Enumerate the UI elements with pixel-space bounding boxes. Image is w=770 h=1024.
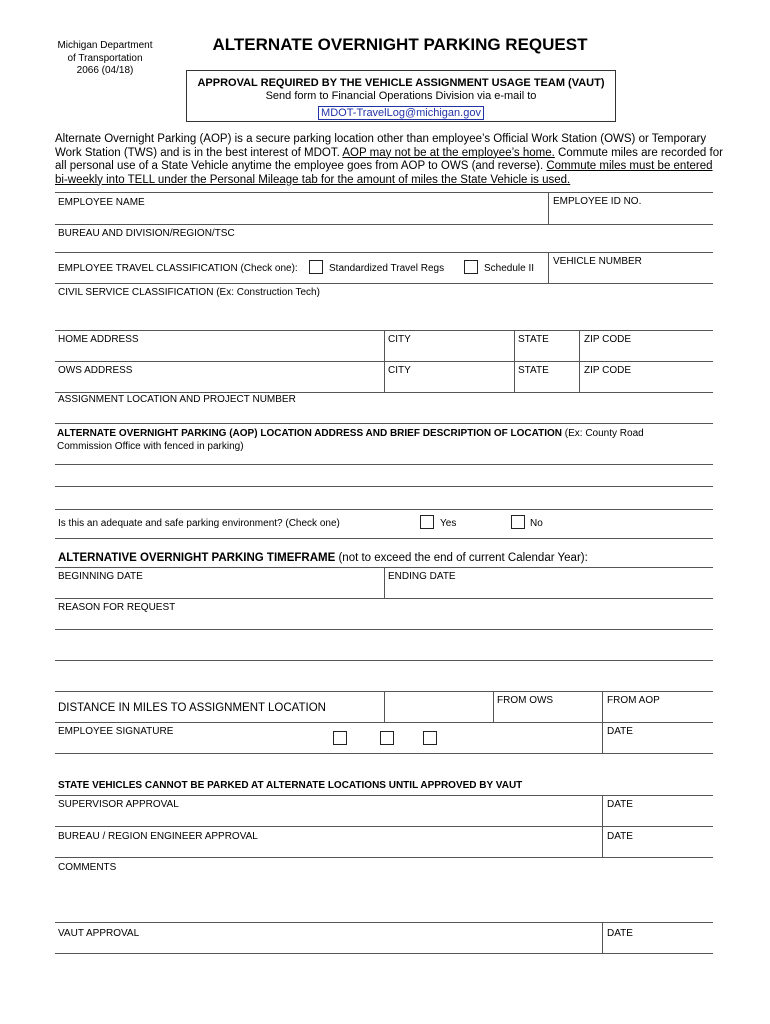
aop-location-example: (Ex: County Road <box>562 428 644 439</box>
signature-checkbox-1[interactable] <box>333 731 347 745</box>
intro-line1: Alternate Overnight Parking (AOP) is a secure parking location other than employee’s Official Work Station (OWS) or Temporary <box>55 133 707 145</box>
employee-name-label: EMPLOYEE NAME <box>58 197 145 208</box>
bureau-label: BUREAU AND DIVISION/REGION/TSC <box>58 228 235 239</box>
beginning-date-label: BEGINNING DATE <box>58 571 143 582</box>
supervisor-approval-label: SUPERVISOR APPROVAL <box>58 799 179 810</box>
approval-box <box>186 70 616 122</box>
schedule-ii-checkbox[interactable] <box>464 260 478 274</box>
dept-line2: of Transportation <box>67 52 143 64</box>
civil-service-label: CIVIL SERVICE CLASSIFICATION (Ex: Construction Tech) <box>58 287 320 298</box>
intro-line3-underlined: Commute miles must be entered <box>546 160 713 172</box>
timeframe-heading-note: (not to exceed the end of current Calendar Year): <box>335 552 588 564</box>
home-state-label: STATE <box>518 334 549 345</box>
no-checkbox[interactable] <box>511 515 525 529</box>
standardized-travel-regs-checkbox[interactable] <box>309 260 323 274</box>
aop-location-line2: Commission Office with fenced in parking) <box>57 441 244 452</box>
supervisor-date-label: DATE <box>607 799 633 810</box>
travel-classification-label: EMPLOYEE TRAVEL CLASSIFICATION (Check one): <box>58 263 298 274</box>
schedule-ii-label: Schedule II <box>484 263 535 274</box>
beginning-date-field[interactable] <box>56 568 382 597</box>
intro-paragraph <box>55 133 735 187</box>
yes-checkbox[interactable] <box>420 515 434 529</box>
from-ows-label: FROM OWS <box>497 695 554 706</box>
bureau-engineer-date-label: DATE <box>607 831 633 842</box>
standardized-travel-regs-label: Standardized Travel Regs <box>329 263 445 274</box>
signature-checkbox-3[interactable] <box>423 731 437 745</box>
email-link[interactable]: MDOT-TravelLog@michigan.gov <box>318 106 484 120</box>
home-zip-label: ZIP CODE <box>584 334 632 345</box>
distance-label: DISTANCE IN MILES TO ASSIGNMENT LOCATION <box>58 702 326 714</box>
vaut-approval-field[interactable] <box>56 923 600 952</box>
intro-line2-underlined: AOP may not be at the employee’s home. <box>342 146 555 159</box>
vehicle-number-label: VEHICLE NUMBER <box>553 256 642 267</box>
supervisor-approval-field[interactable] <box>56 796 600 825</box>
ows-address-label: OWS ADDRESS <box>58 365 133 376</box>
aop-location-field[interactable] <box>56 465 712 508</box>
home-city-label: CITY <box>388 334 411 345</box>
civil-service-field[interactable] <box>56 284 712 329</box>
signature-checkbox-2[interactable] <box>380 731 394 745</box>
send-line: Send form to Financial Operations Division via e-mail to <box>265 90 537 102</box>
vehicle-number-field[interactable] <box>550 253 712 282</box>
adequate-parking-label: Is this an adequate and safe parking environment? (Check one) <box>58 518 340 529</box>
employee-signature-field[interactable] <box>56 723 326 752</box>
from-aop-label: FROM AOP <box>607 695 660 706</box>
reason-field[interactable] <box>56 599 712 690</box>
intro-line2a: Work Station (TWS) and is in the best interest of MDOT. <box>55 146 343 159</box>
ending-date-field[interactable] <box>386 568 712 597</box>
aop-location-heading: ALTERNATE OVERNIGHT PARKING (AOP) LOCATION ADDRESS AND BRIEF DESCRIPTION OF LOCATION <box>57 428 562 439</box>
vaut-date-label: DATE <box>607 928 633 939</box>
employee-signature-label: EMPLOYEE SIGNATURE <box>58 726 174 737</box>
vaut-approval-label: VAUT APPROVAL <box>58 928 140 939</box>
approval-heading: APPROVAL REQUIRED BY THE VEHICLE ASSIGNMENT USAGE TEAM (VAUT) <box>197 77 605 89</box>
employee-id-label: EMPLOYEE ID NO. <box>553 196 642 207</box>
bureau-engineer-approval-label: BUREAU / REGION ENGINEER APPROVAL <box>58 831 258 842</box>
dept-line1: Michigan Department <box>57 40 153 51</box>
vaut-warning: STATE VEHICLES CANNOT BE PARKED AT ALTERNATE LOCATIONS UNTIL APPROVED BY VAUT <box>58 780 523 791</box>
timeframe-heading-bold: ALTERNATIVE OVERNIGHT PARKING TIMEFRAME <box>58 552 336 564</box>
ows-zip-label: ZIP CODE <box>584 365 632 376</box>
aop-location-label <box>57 427 713 453</box>
ows-state-label: STATE <box>518 365 549 376</box>
ows-address-field[interactable] <box>56 362 382 391</box>
ows-city-label: CITY <box>388 365 411 376</box>
employee-id-field[interactable] <box>550 193 712 223</box>
comments-label: COMMENTS <box>58 862 117 873</box>
from-aop-field[interactable] <box>604 692 712 721</box>
assignment-location-field[interactable] <box>56 393 712 422</box>
home-address-field[interactable] <box>56 331 382 360</box>
supervisor-date-field[interactable] <box>604 796 712 825</box>
employee-date-label: DATE <box>607 726 633 737</box>
bureau-engineer-date-field[interactable] <box>604 827 712 856</box>
home-address-label: HOME ADDRESS <box>58 334 139 345</box>
vaut-date-field[interactable] <box>604 923 712 952</box>
department-block <box>40 40 170 78</box>
no-label: No <box>530 518 543 529</box>
employee-name-field[interactable] <box>56 193 546 223</box>
yes-label: Yes <box>440 518 457 529</box>
from-ows-field[interactable] <box>495 692 601 721</box>
comments-field[interactable] <box>56 858 712 921</box>
ending-date-label: ENDING DATE <box>388 571 456 582</box>
intro-line4-underlined: bi-weekly into TELL under the Personal Mileage tab for the amount of miles the State Vehicle is used. <box>55 173 571 186</box>
bureau-engineer-approval-field[interactable] <box>56 827 600 856</box>
employee-date-field[interactable] <box>604 723 712 752</box>
page-title: ALTERNATE OVERNIGHT PARKING REQUEST <box>212 35 588 54</box>
form-number: 2066 (04/18) <box>76 65 134 76</box>
timeframe-heading <box>58 552 588 564</box>
intro-line2b: Commute miles are recorded for <box>554 146 723 159</box>
assignment-location-label: ASSIGNMENT LOCATION AND PROJECT NUMBER <box>58 394 296 405</box>
intro-line3a: all personal use of a State Vehicle anytime the employee goes from AOP to OWS (and reverse). <box>55 160 547 172</box>
bureau-field[interactable] <box>56 225 712 251</box>
reason-label: REASON FOR REQUEST <box>58 602 176 613</box>
